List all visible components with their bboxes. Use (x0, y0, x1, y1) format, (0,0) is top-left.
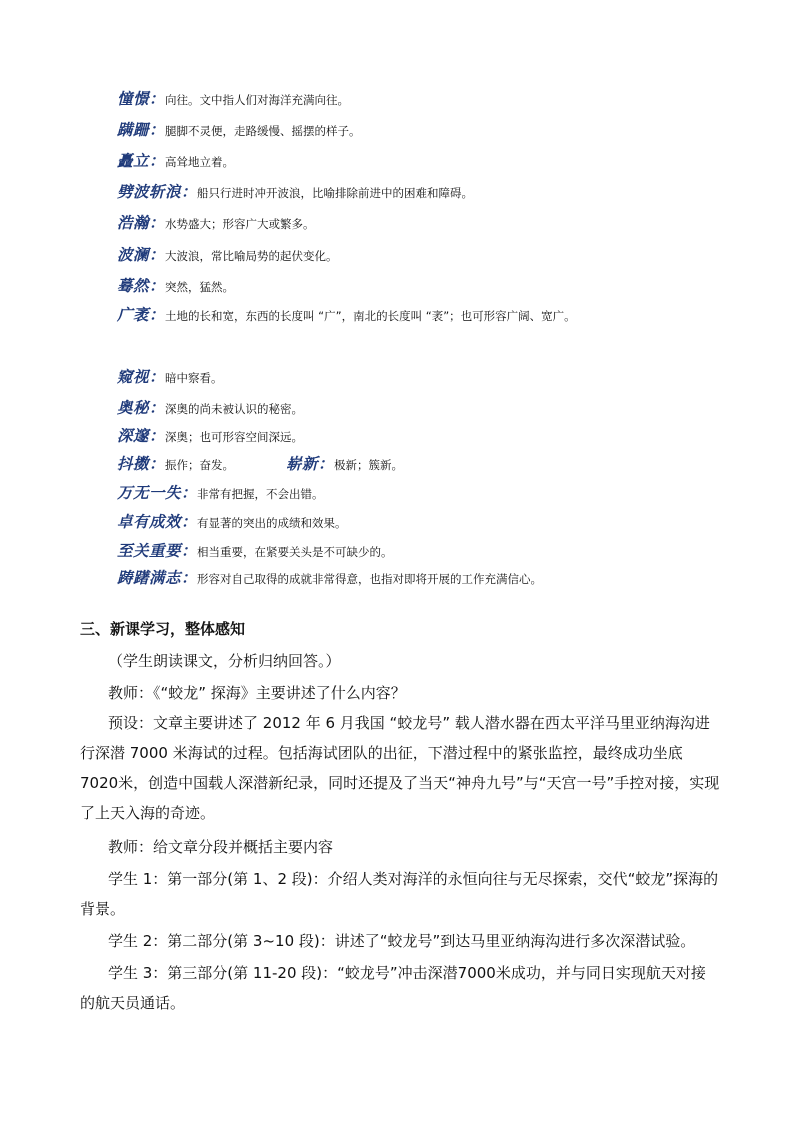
vocab-definition: 高耸地立着。 (165, 155, 235, 169)
student-answer: 学生 2：第二部分(第 3~10 段)：讲述了“蛟龙号”到达马里亚纳海沟进行多次深潜试验。 (108, 932, 696, 950)
vocab-item (117, 365, 223, 387)
vocab-term: 抖擞： (117, 454, 166, 473)
vocab-item (117, 87, 349, 109)
vocab-term: 蓦然： (117, 276, 166, 295)
vocab-definition: 振作；奋发。 (165, 458, 235, 472)
vocab-term: 至关重要： (117, 541, 198, 560)
vocab-definition: 形容对自己取得的成就非常得意，也指对即将开展的工作充满信心。 (197, 572, 543, 586)
vocab-term: 浩瀚： (117, 213, 166, 232)
vocab-item (117, 180, 473, 202)
vocab-item (117, 539, 393, 561)
vocab-item (117, 243, 338, 265)
vocab-definition: 深奥的尚未被认识的秘密。 (165, 402, 304, 416)
teacher-question: 教师：给文章分段并概括主要内容 (108, 838, 334, 856)
vocab-definition: 极新；簇新。 (334, 458, 404, 472)
vocab-term: 踌躇满志： (117, 568, 198, 587)
section-heading: 三、新课学习，整体感知 (80, 620, 246, 638)
vocab-definition: 土地的长和宽，东西的长度叫 “广”，南北的长度叫 “袤”；也可形容广阔、宽广。 (165, 309, 576, 323)
preset-answer: 预设：文章主要讲述了 2012 年 6 月我国 “蛟龙号” 载人潜水器在西太平洋马里亚纳海沟进行深潜 7000 米海试的过程。包括海试团队的出征，下潜过程中的紧张监控，最终成功坐底7020米，创造中国载人深潜新纪录，同时还提及了当天“神舟九号”与“天宫一号”手控对接，实现了上天入海的奇迹。 (80, 714, 720, 822)
vocab-item (117, 149, 234, 171)
section-note: （学生朗读课文，分析归纳回答。） (108, 652, 341, 670)
vocab-term: 矗立： (117, 151, 166, 170)
vocab-item (117, 510, 347, 532)
vocab-definition: 船只行进时冲开波浪，比喻排除前进中的困难和障碍。 (197, 186, 474, 200)
vocab-definition: 有显著的突出的成绩和效果。 (197, 516, 347, 530)
vocab-item (117, 568, 567, 589)
vocab-term: 劈波斩浪： (117, 182, 198, 201)
vocab-definition: 向往。文中指人们对海洋充满向往。 (165, 93, 350, 107)
vocab-item (117, 452, 403, 474)
vocab-item (117, 481, 324, 503)
vocab-item (117, 274, 234, 296)
vocab-definition: 腿脚不灵便，走路缓慢、摇摆的样子。 (165, 124, 361, 138)
vocab-term: 奥秘： (117, 398, 166, 417)
vocab-definition: 深奥；也可形容空间深远。 (165, 430, 304, 444)
teacher-question: 教师：《“蛟龙” 探海》主要讲述了什么内容？ (108, 684, 406, 702)
vocab-item (117, 424, 303, 446)
vocab-term: 卓有成效： (117, 512, 198, 531)
vocab-item (117, 118, 361, 140)
vocab-term: 深邃： (117, 426, 166, 445)
vocab-definition: 水势盛大；形容广大或繁多。 (165, 217, 315, 231)
student-answer: 学生 3：第三部分(第 11-20 段)：“蛟龙号”冲击深潜7000米成功，并与同日实现航天对接的航天员通话。 (80, 964, 706, 1012)
vocab-term: 万无一失： (117, 483, 198, 502)
vocab-definition: 非常有把握，不会出错。 (197, 487, 324, 501)
vocab-term: 广袤： (117, 305, 166, 324)
vocab-item (117, 305, 587, 326)
vocab-definition: 大波浪，常比喻局势的起伏变化。 (165, 249, 338, 263)
vocab-definition: 暗中察看。 (165, 371, 223, 385)
vocab-definition: 突然，猛然。 (165, 280, 235, 294)
vocab-term: 憧憬： (117, 89, 166, 108)
student-answer: 学生 1：第一部分(第 1、2 段)：介绍人类对海洋的永恒向往与无尽探索，交代“蛟龙”探海的背景。 (80, 870, 719, 918)
vocab-term: 窥视： (117, 367, 166, 386)
vocab-term: 崭新： (286, 454, 335, 473)
vocab-item (117, 396, 303, 418)
vocab-item (117, 211, 315, 233)
vocab-term: 波澜： (117, 245, 166, 264)
vocab-definition: 相当重要，在紧要关头是不可缺少的。 (197, 545, 393, 559)
vocab-term: 蹒跚： (117, 120, 166, 139)
